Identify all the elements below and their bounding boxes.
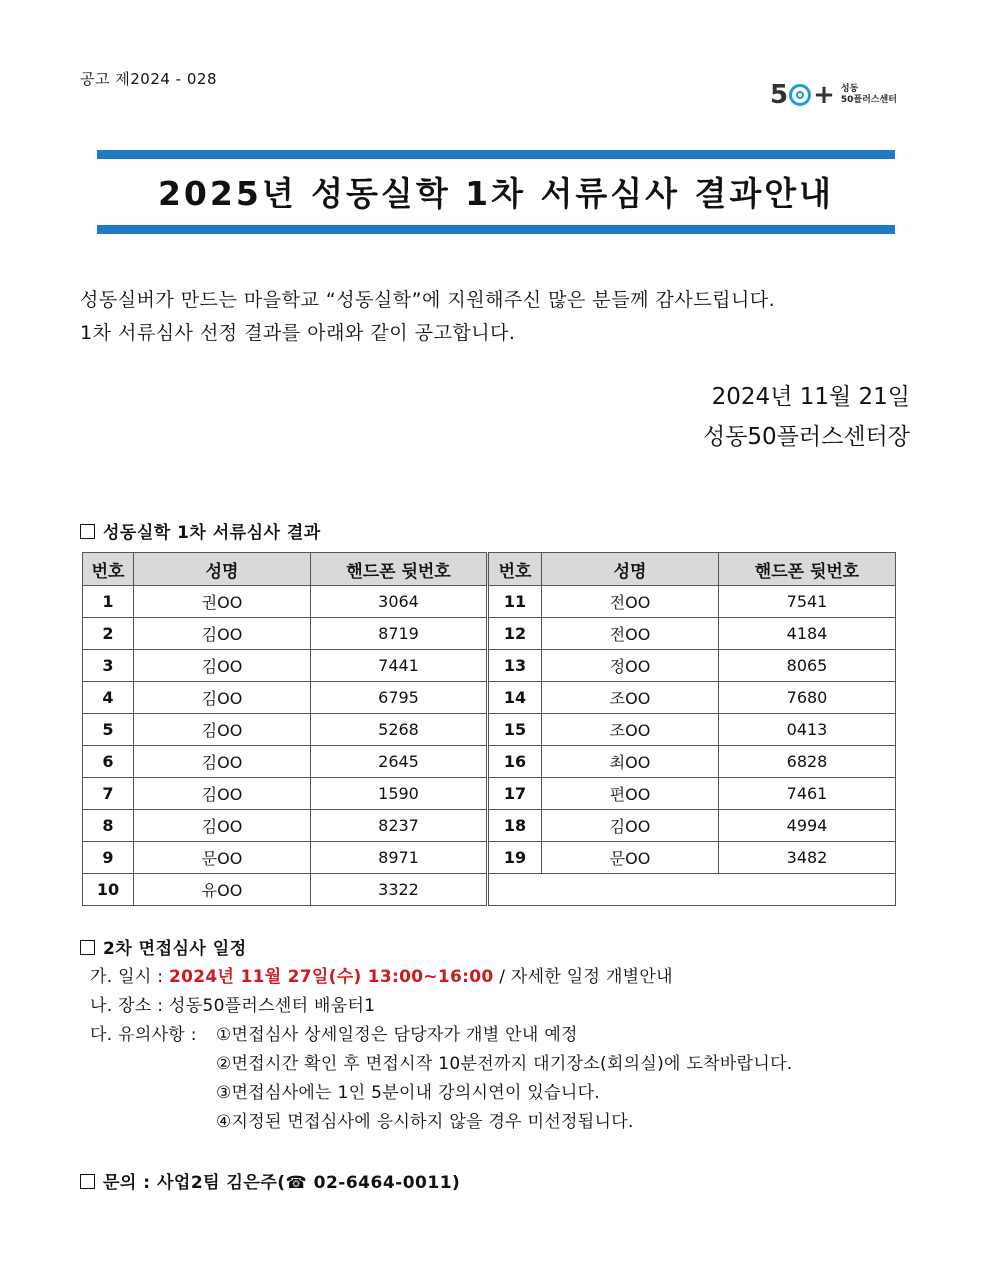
- cell-phone: 3322: [311, 874, 488, 906]
- table-row: [83, 746, 896, 778]
- cell-phone: 4184: [719, 618, 896, 650]
- table-row: [83, 650, 896, 682]
- section-heading-results: [80, 518, 321, 543]
- cell-name: 정OO: [542, 650, 719, 682]
- schedule-note-1: ①면접심사 상세일정은 담당자가 개별 안내 예정: [216, 1025, 578, 1045]
- cell-no: 18: [488, 810, 542, 842]
- cell-name: 김OO: [542, 810, 719, 842]
- title-bar-top: [97, 150, 895, 159]
- logo-text: [841, 84, 897, 106]
- header-name-1: 성명: [134, 553, 311, 586]
- cell-phone: 2645: [311, 746, 488, 778]
- logo-plus: +: [813, 80, 835, 110]
- intro-line-2: 1차 서류심사 선정 결과를 아래와 같이 공고합니다.: [80, 322, 516, 344]
- table-header-row: [83, 553, 896, 586]
- table-row: [83, 810, 896, 842]
- intro-line-1: 성동실버가 만드는 마을학교 “성동실학”에 지원해주신 많은 분들께 감사드립니다.: [80, 289, 776, 311]
- cell-name: 김OO: [134, 714, 311, 746]
- cell-no: 13: [488, 650, 542, 682]
- cell-no: 12: [488, 618, 542, 650]
- checkbox-square-icon: [80, 1174, 95, 1189]
- cell-no: 17: [488, 778, 542, 810]
- schedule-note-3: ③면접심사에는 1인 5분이내 강의시연이 있습니다.: [216, 1083, 601, 1103]
- cell-name: 김OO: [134, 810, 311, 842]
- cell-no: 7: [83, 778, 134, 810]
- cell-phone: 3064: [311, 586, 488, 618]
- empty-cell: [488, 874, 896, 906]
- cell-name: 최OO: [542, 746, 719, 778]
- cell-name: 문OO: [542, 842, 719, 874]
- section-heading-results-text: 성동실학 1차 서류심사 결과: [103, 523, 321, 543]
- cell-name: 유OO: [134, 874, 311, 906]
- cell-phone: 7680: [719, 682, 896, 714]
- notice-number: 공고 제2024 - 028: [80, 70, 217, 88]
- logo-five: 5: [770, 80, 789, 110]
- schedule-datetime: [90, 962, 673, 987]
- table-row: [83, 714, 896, 746]
- cell-no: 10: [83, 874, 134, 906]
- schedule-place: 나. 장소 : 성동50플러스센터 배움터1: [90, 996, 376, 1016]
- cell-name: 김OO: [134, 618, 311, 650]
- header-no-2: 번호: [488, 553, 542, 586]
- checkbox-square-icon: [80, 524, 95, 539]
- cell-no: 16: [488, 746, 542, 778]
- title-bar-bottom: [97, 225, 895, 234]
- cell-name: 문OO: [134, 842, 311, 874]
- header-phone-2: 핸드폰 뒷번호: [719, 553, 896, 586]
- schedule-note-4: ④지정된 면접심사에 응시하지 않을 경우 미선정됩니다.: [216, 1112, 634, 1132]
- issuer: 성동50플러스센터장: [702, 424, 910, 450]
- logo-text-line1: 성동: [840, 84, 859, 94]
- logo-text-line2: 50플러스센터: [840, 95, 897, 105]
- section-heading-interview-text: 2차 면접심사 일정: [103, 939, 247, 959]
- schedule-note-2: ②면접시간 확인 후 면접시작 10분전까지 대기장소(회의실)에 도착바랍니다.: [216, 1054, 793, 1074]
- cell-name: 전OO: [542, 586, 719, 618]
- center-logo: [770, 80, 897, 110]
- cell-phone: 7461: [719, 778, 896, 810]
- header-phone-1: 핸드폰 뒷번호: [311, 553, 488, 586]
- schedule-datetime-rest: / 자세한 일정 개별안내: [493, 967, 673, 987]
- cell-name: 김OO: [134, 650, 311, 682]
- cell-phone: 1590: [311, 778, 488, 810]
- table-row: [83, 842, 896, 874]
- cell-phone: 8971: [311, 842, 488, 874]
- cell-no: 5: [83, 714, 134, 746]
- cell-phone: 3482: [719, 842, 896, 874]
- schedule-notes-label: 다. 유의사항 :: [90, 1025, 197, 1045]
- cell-phone: 0413: [719, 714, 896, 746]
- cell-name: 편OO: [542, 778, 719, 810]
- cell-no: 15: [488, 714, 542, 746]
- cell-no: 6: [83, 746, 134, 778]
- cell-phone: 6795: [311, 682, 488, 714]
- cell-no: 2: [83, 618, 134, 650]
- cell-name: 조OO: [542, 682, 719, 714]
- cell-phone: 7541: [719, 586, 896, 618]
- contact-info: [80, 1168, 460, 1193]
- section-heading-interview: [80, 934, 247, 959]
- cell-phone: 6828: [719, 746, 896, 778]
- cell-name: 권OO: [134, 586, 311, 618]
- cell-name: 전OO: [542, 618, 719, 650]
- cell-no: 11: [488, 586, 542, 618]
- cell-no: 4: [83, 682, 134, 714]
- schedule-datetime-value: 2024년 11월 27일(수) 13:00~16:00: [169, 967, 494, 987]
- contact-label: 문의 : 사업2팀 김은주(: [103, 1173, 286, 1193]
- page-title: 2025년 성동실학 1차 서류심사 결과안내: [157, 174, 835, 213]
- cell-name: 조OO: [542, 714, 719, 746]
- cell-phone: 8719: [311, 618, 488, 650]
- cell-no: 1: [83, 586, 134, 618]
- table-row: [83, 618, 896, 650]
- header-name-2: 성명: [542, 553, 719, 586]
- table-row: [83, 682, 896, 714]
- cell-no: 3: [83, 650, 134, 682]
- schedule-datetime-label: 가. 일시 :: [90, 967, 170, 987]
- notice-date: 2024년 11월 21일: [711, 384, 910, 410]
- results-table: [82, 552, 896, 906]
- cell-name: 김OO: [134, 746, 311, 778]
- cell-name: 김OO: [134, 682, 311, 714]
- intro-text: [80, 284, 775, 350]
- cell-phone: 5268: [311, 714, 488, 746]
- table-row: [83, 874, 896, 906]
- cell-phone: 8237: [311, 810, 488, 842]
- cell-no: 19: [488, 842, 542, 874]
- phone-icon: ☎: [285, 1173, 308, 1193]
- cell-no: 8: [83, 810, 134, 842]
- checkbox-square-icon: [80, 940, 95, 955]
- cell-phone: 8065: [719, 650, 896, 682]
- cell-phone: 7441: [311, 650, 488, 682]
- cell-phone: 4994: [719, 810, 896, 842]
- cell-no: 14: [488, 682, 542, 714]
- contact-number: 02-6464-0011): [307, 1173, 461, 1193]
- table-row: [83, 586, 896, 618]
- table-row: [83, 778, 896, 810]
- cell-no: 9: [83, 842, 134, 874]
- logo-ring-icon: [789, 84, 811, 106]
- cell-name: 김OO: [134, 778, 311, 810]
- header-no-1: 번호: [83, 553, 134, 586]
